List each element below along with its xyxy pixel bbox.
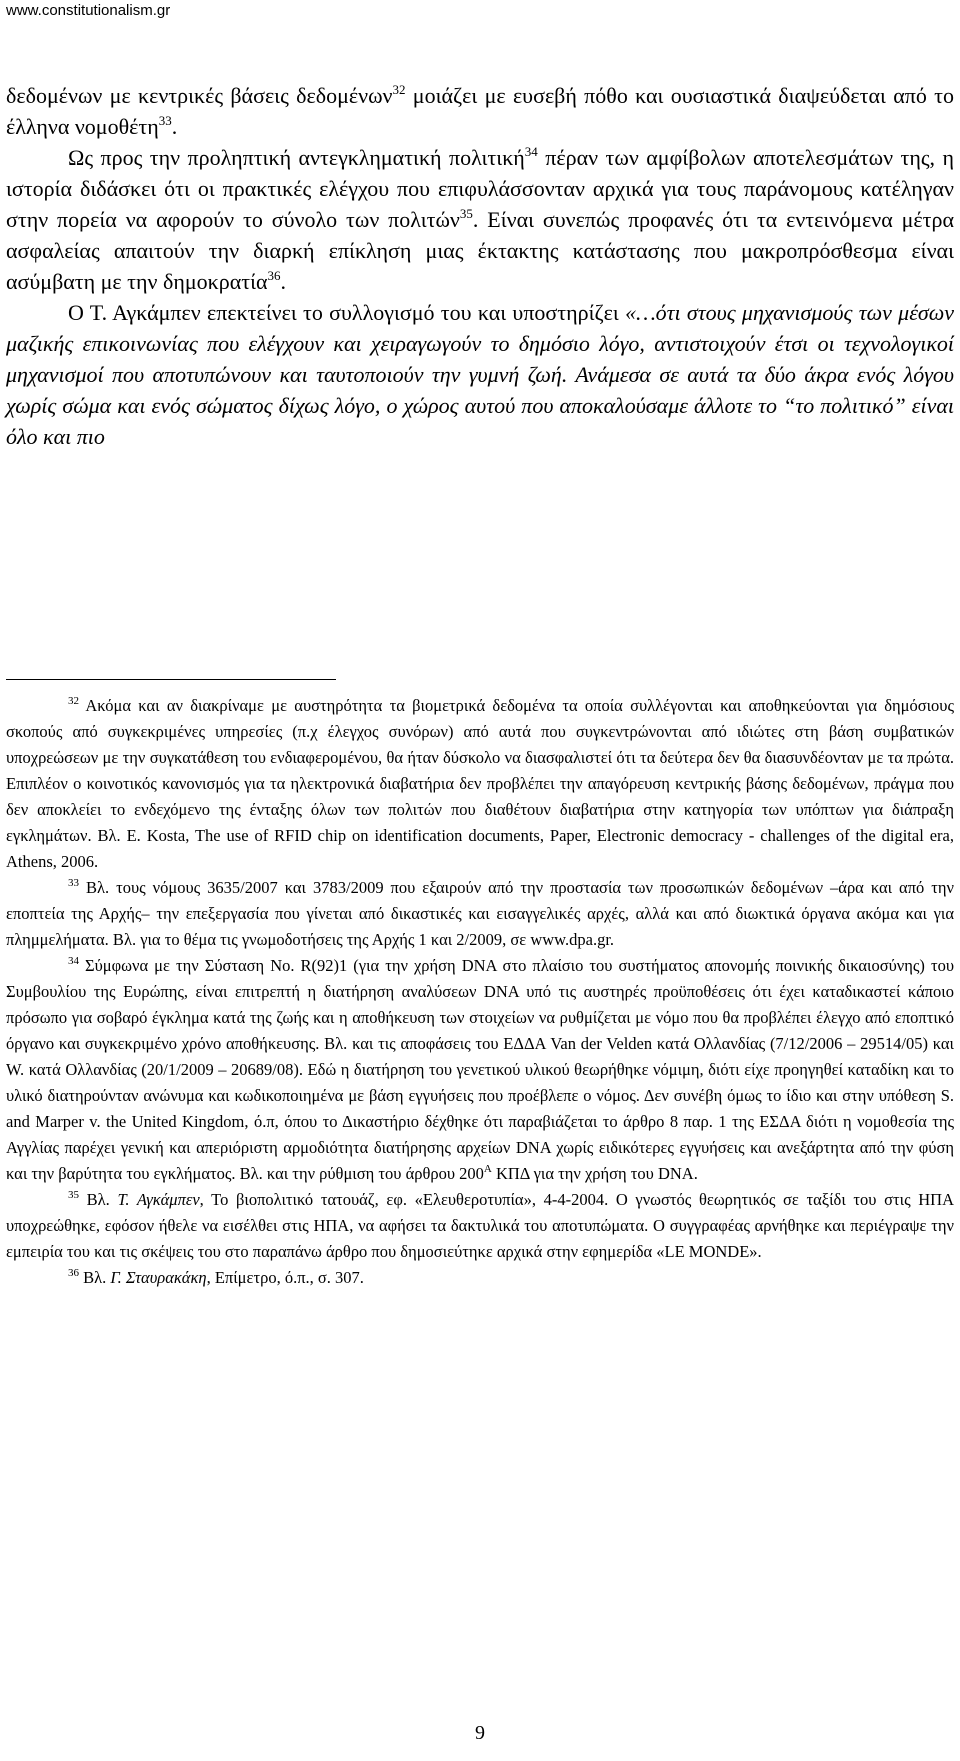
- footnote-ref-35[interactable]: 35: [459, 206, 473, 221]
- footnote-number: 34: [68, 955, 79, 967]
- paragraph-2: Ως προς την προληπτική αντεγκληματική πολιτική$^{34}$ πέραν των αμφίβολων αποτελεσμάτων της, η ιστορία διδάσκει ότι οι πρακτικές ελέγχου που επιφυλάσσονταν αρχικά για τους παράνομους κατέληγαν στην πορεία να αφορούν το σύνολο των πολιτών$^{35}$. Είναι συνεπώς προφανές ότι τα εντεινόμενα μέτρα ασφαλείας απαιτούν την διαρκή επίκληση μιας έκτακτης κατάστασης που μακροπρόσθεσμα είναι ασύμβατη με την δημοκρατία$^{36}$.: [6, 144, 955, 294]
- footnote-ref-34[interactable]: 34: [524, 144, 538, 159]
- footnote-number: 35: [68, 1189, 79, 1201]
- footnote-36: $^{36}$ Βλ. Γ. Σταυρακάκη, Επίμετρο, ό.π., σ. 307.: [68, 1267, 364, 1287]
- page-number: 9: [475, 1722, 485, 1744]
- footnote-33: $^{33}$ Βλ. τους νόμους 3635/2007 και 3783/2009 που εξαιρούν από την προστασία των προσωπικών δεδομένων –άρα και από την εποπτεία της Αρχής– την επεξεργασία που γίνεται από δικαστικές και εισαγγελικές αρχές, αλλά και από διωκτικά όργανα ακόμα και για πλημμελήματα. Βλ. για το θέμα τις γνωμοδοτήσεις της Αρχής 1 και 2/2009, σε www.dpa.gr.: [6, 877, 954, 949]
- quotation: «…ότι στους μηχανισμούς των μέσων μαζικής επικοινωνίας που ελέγχουν και χειραγωγούν το δημόσιο λόγο, αντιστοιχούν έτσι οι τεχνολογικοί μηχανισμοί που αποτυπώνουν και ταυτοποιούν την γυμνή ζωή. Ανάμεσα σε αυτά τα δύο άκρα ενός λόγου χωρίς σώμα και ενός σώματος δίχως λόγο, ο χώρος αυτού που αποκαλούσαμε άλλοτε το “το πολιτικό” είναι όλο και πιο: [6, 300, 955, 449]
- paragraph-1: δεδομένων με κεντρικές βάσεις δεδομένων$^{32}$ μοιάζει με ευσεβή πόθο και ουσιαστικά διαψεύδεται από το έλληνα νομοθέτη$^{33}$.: [6, 82, 954, 139]
- footnotes: [6, 693, 954, 1291]
- footnote-35: $^{35}$ Βλ. Τ. Αγκάμπεν, Το βιοπολιτικό τατουάζ, εφ. «Ελευθεροτυπία», 4-4-2004. Ο γνωστός θεωρητικός σε ταξίδι του στις ΗΠΑ υποχρεώθηκε, εφόσον ήθελε να εισέλθει στις ΗΠΑ, να αφήσει τα δακτυλικά του αποτυπώματα. Ο συγγραφέας αρνήθηκε και περιέγραψε την εμπειρία του και τις σκέψεις του στο παραπάνω άρθρο που δημοσιεύτηκε αρχικά στην εφημερίδα «LE MONDE».: [6, 1189, 955, 1261]
- footnote-separator: [6, 679, 336, 680]
- footnote-ref-36[interactable]: 36: [267, 268, 281, 283]
- footnote-number: 32: [68, 695, 79, 707]
- body-text: [6, 80, 954, 452]
- paragraph-3: Ο Τ. Αγκάμπεν επεκτείνει το συλλογισμό του και υποστηρίζει «…ότι στους μηχανισμούς των μέσων μαζικής επικοινωνίας που ελέγχουν και χειραγωγούν το δημόσιο λόγο, αντιστοιχούν έτσι οι τεχνολογικοί μηχανισμοί που αποτυπώνουν και ταυτοποιούν την γυμνή ζωή. Ανάμεσα σε αυτά τα δύο άκρα ενός λόγου χωρίς σώμα και ενός σώματος δίχως λόγο, ο χώρος αυτού που αποκαλούσαμε άλλοτε το “το πολιτικό” είναι όλο και πιο: [6, 300, 955, 449]
- footnote-ref-32[interactable]: 32: [392, 82, 406, 97]
- footnote-32: $^{32}$ Ακόμα και αν διακρίναμε με αυστηρότητα τα βιομετρικά δεδομένα τα οποία συλλέγονται και αποθηκεύονται για δημόσιους σκοπούς από συγκεκριμένες υπηρεσίες (π.χ έλεγχος συνόρων) από αυτά που συγκεντρώνονται από ιδιώτες στη βάση συμβατικών υποχρεώσεων με την συγκατάθεση του ενδιαφερομένου, θα ήταν δύσκολο να διασφαλιστεί ότι τα δεύτερα δεν θα διασυνδέονταν με τα πρώτα. Επιπλέον ο κοινοτικός κανονισμός για τα ηλεκτρονικά διαβατήρια δεν προβλέπει την απαγόρευση κεντρικής βάσης δεδομένων, πράγμα που δεν αποκλείει το ενδεχόμενο της ένταξης όλων των πολιτών που διαθέτουν διαβατήρια στην κατηγορία των υπόπτων για διάπραξη εγκλημάτων. Βλ. E. Kosta, The use of RFID chip on identification documents, Paper, Electronic democracy - challenges of the digital era, Athens, 2006.: [6, 695, 954, 871]
- footnote-number: 33: [68, 877, 79, 889]
- footnote-34: $^{34}$ Σύμφωνα με την Σύσταση Νο. R(92)1 (για την χρήση DNA στο πλαίσιο του συστήματος απονομής ποινικής δικαιοσύνης) του Συμβουλίου της Ευρώπης, είναι επιτρεπτή η διατήρηση αναλύσεων DNA υπό τις αυστηρές προϋποθέσεις ότι έχει καταδικαστεί κάποιο πρόσωπο για σοβαρό έγκλημα κατά της ζωής και η αποθήκευση των στοιχείων να ρυθμίζεται με νόμο που θα προβλέπει έλεγχο από εποπτικό όργανο και συγκεκριμένο χρόνο αποθήκευσης. Βλ. και τις αποφάσεις του ΕΔΔΑ Van der Velden κατά Ολλανδίας (7/12/2006 – 29514/05) και W. κατά Ολλανδίας (20/1/2009 – 20689/08). Εδώ η διατήρηση του γενετικού υλικού θεωρήθηκε νόμιμη, διότι είχε προηγηθεί καταδίκη και το υλικό διατηρούνταν ανώνυμα και κωδικοποιημένα με βάση εγγυήσεις που προέβλεπε ο νόμος. Δεν συνέβη όμως το ίδιο και στην υπόθεση S. and Marper v. the United Kingdom, ό.π, όπου το Δικαστήριο δέχθηκε ότι παραβιάζεται το άρθρο 8 παρ. 1 της ΕΣΔΑ διότι η νομοθεσία της Αγγλίας παρέχει γενική και απεριόριστη αρμοδιότητα διατήρησης αρχείων DNA χωρίς ειδικότερες εγγυήσεις και ανεξάρτητα από την φύση και την βαρύτητα του εγκλήματος. Βλ. και την ρύθμιση του άρθρου $200^A$ ΚΠΔ για την χρήση του DNA.: [6, 955, 954, 1183]
- footnote-number: 36: [68, 1267, 79, 1279]
- footnote-ref-33[interactable]: 33: [158, 113, 172, 128]
- header-url-link[interactable]: www.constitutionalism.gr: [6, 2, 171, 19]
